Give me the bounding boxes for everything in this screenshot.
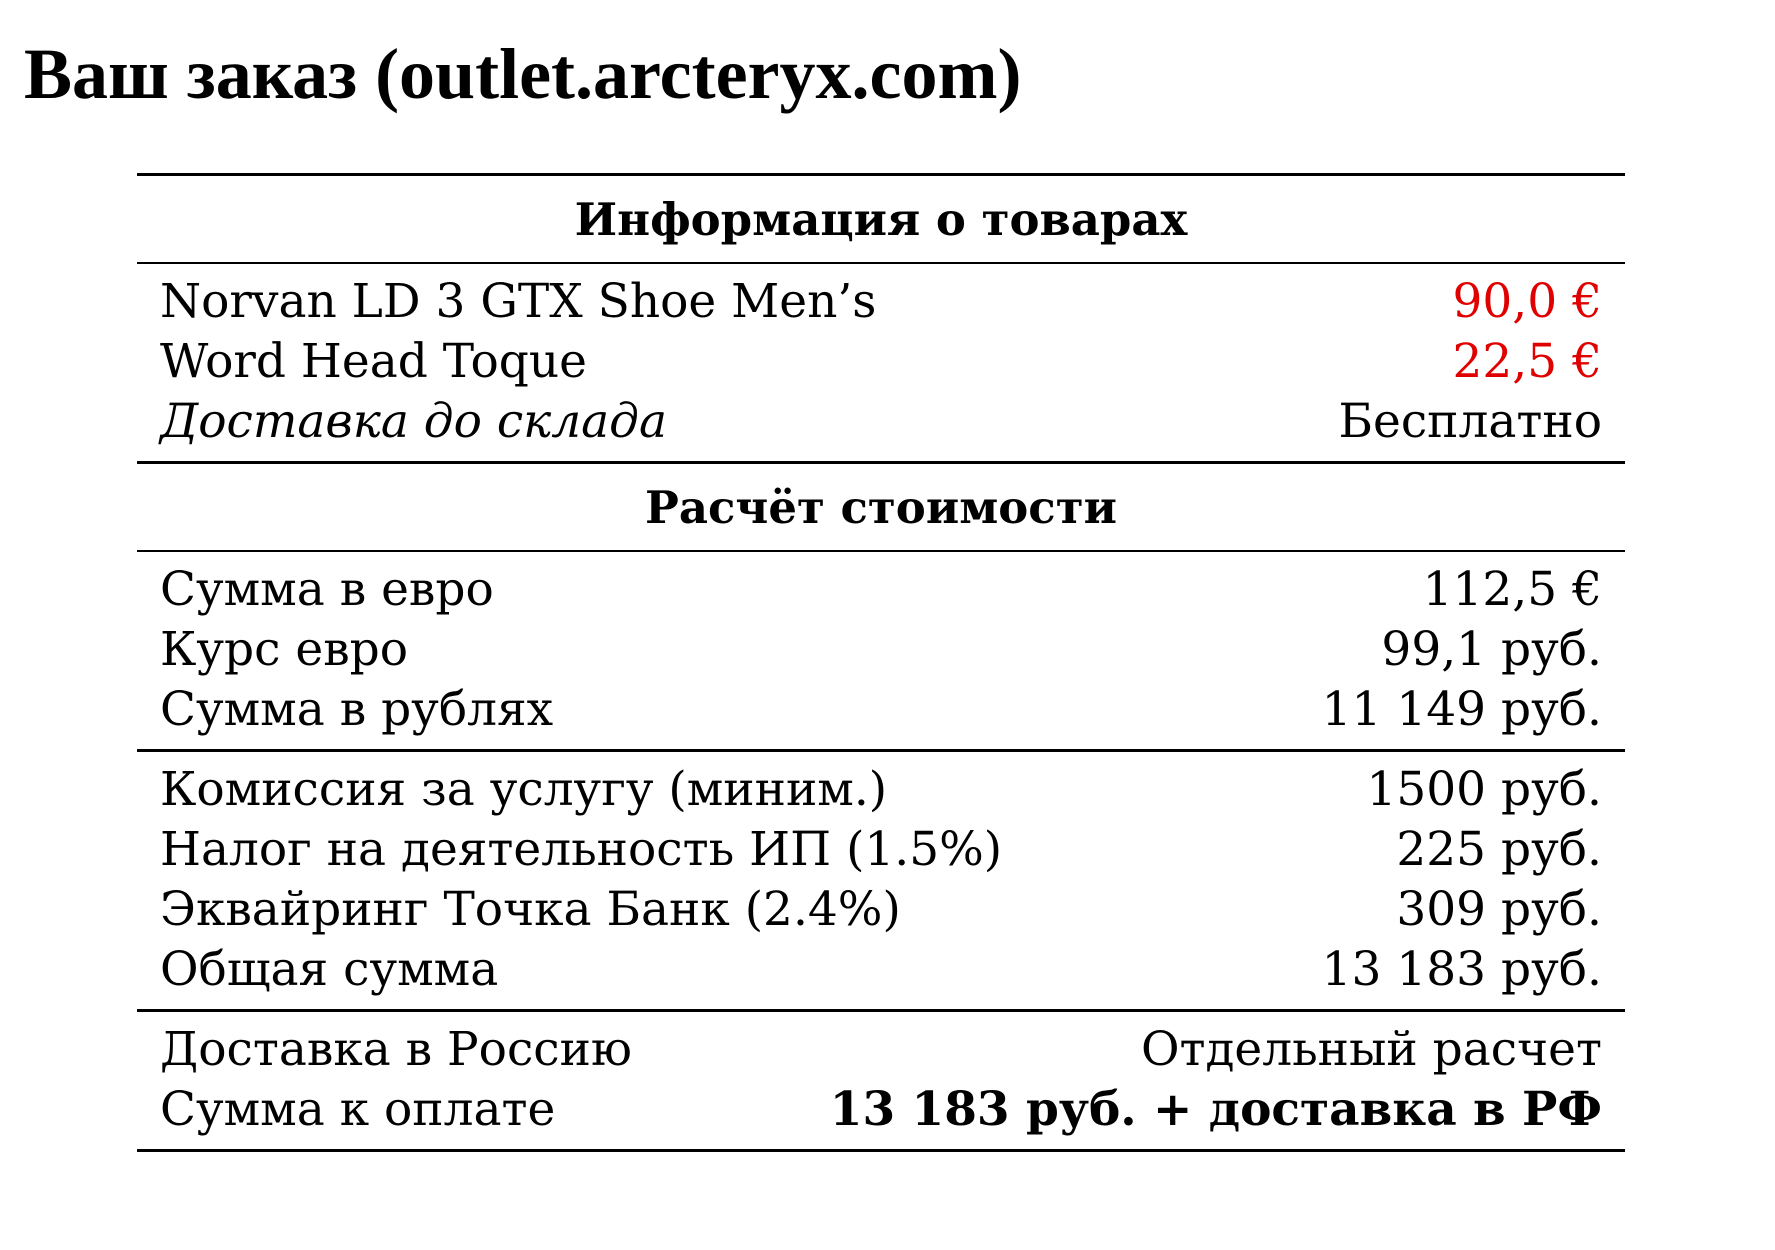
product-row	[137, 331, 1625, 391]
tax-row	[137, 819, 1625, 879]
sum-euro-row	[137, 559, 1625, 619]
acquiring-value: 309 руб.	[1396, 881, 1602, 937]
product-price: 90,0 €	[1452, 273, 1602, 329]
sum-rub-label: Сумма в рублях	[160, 681, 554, 737]
total-value: 13 183 руб.	[1321, 941, 1602, 997]
euro-rate-row	[137, 619, 1625, 679]
product-price: 22,5 €	[1452, 333, 1602, 389]
amount-due-row	[137, 1079, 1625, 1139]
tax-label: Налог на деятельность ИП (1.5%)	[160, 821, 1003, 877]
product-name: Word Head Toque	[160, 333, 587, 389]
page-title: Ваш заказ (outlet.arcteryx.com)	[24, 34, 1022, 114]
product-name: Norvan LD 3 GTX Shoe Men’s	[160, 273, 877, 329]
amount-due-value: 13 183 руб. + доставка в РФ	[829, 1081, 1602, 1137]
euro-rate-value: 99,1 руб.	[1381, 621, 1602, 677]
sum-euro-label: Сумма в евро	[160, 561, 494, 617]
service-fee-value: 1500 руб.	[1366, 761, 1602, 817]
service-fee-label: Комиссия за услугу (миним.)	[160, 761, 888, 817]
fees-group	[137, 752, 1625, 1009]
euro-rate-label: Курс евро	[160, 621, 409, 677]
russia-delivery-label: Доставка в Россию	[160, 1021, 632, 1077]
warehouse-delivery-row	[137, 391, 1625, 451]
acquiring-row	[137, 879, 1625, 939]
russia-delivery-value: Отдельный расчет	[1140, 1021, 1602, 1077]
conversion-group	[137, 552, 1625, 749]
total-label: Общая сумма	[160, 941, 499, 997]
calculation-section-header: Расчёт стоимости	[645, 480, 1117, 534]
acquiring-label: Эквайринг Точка Банк (2.4%)	[160, 881, 901, 937]
warehouse-delivery-value: Бесплатно	[1338, 393, 1602, 449]
sum-rub-value: 11 149 руб.	[1321, 681, 1602, 737]
service-fee-row	[137, 759, 1625, 819]
tax-value: 225 руб.	[1396, 821, 1602, 877]
total-row	[137, 939, 1625, 999]
products-group	[137, 264, 1625, 461]
sum-euro-value: 112,5 €	[1422, 561, 1602, 617]
order-table	[137, 173, 1625, 1152]
amount-due-label: Сумма к оплате	[160, 1081, 556, 1137]
table-bottom-rule	[137, 1149, 1625, 1152]
russia-delivery-row	[137, 1019, 1625, 1079]
sum-rub-row	[137, 679, 1625, 739]
final-group	[137, 1012, 1625, 1149]
product-row	[137, 271, 1625, 331]
warehouse-delivery-label: Доставка до склада	[160, 393, 667, 449]
products-section-header: Информация о товарах	[574, 192, 1188, 246]
